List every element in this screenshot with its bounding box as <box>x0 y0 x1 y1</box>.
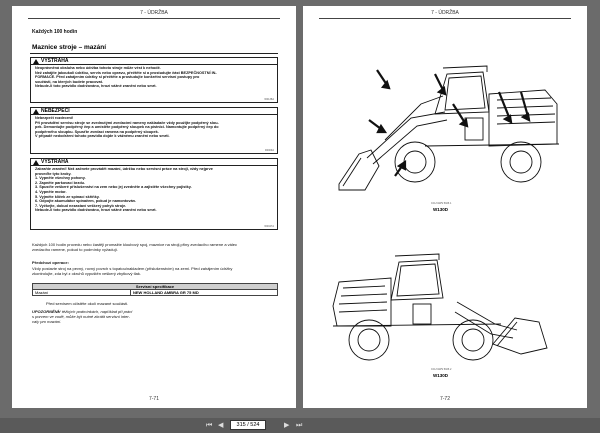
figure-label: W130D <box>433 207 449 212</box>
notice-line: valy pro mazání. <box>32 319 62 324</box>
heading-rule <box>30 53 278 54</box>
warning-box-2 <box>30 158 278 230</box>
warning-line: Nebude-li toto pravidlo dodržováno, hrozí vážné zranění nebo smrt. <box>35 208 157 213</box>
pdf-toolbar <box>0 418 600 433</box>
warning-triangle-icon <box>33 160 39 165</box>
warning-step: 5. Vyjměte klíček ze spínací skříňky. <box>35 194 100 199</box>
page-counter-text: 315 / 524 <box>236 422 260 428</box>
prep-line: Vždy postavte stroj na pevný, rovný povrch s topatou/nakladem (příslušenstvím) na zemi. Před zahájením údržby <box>32 266 233 271</box>
page-number: 7-71 <box>148 396 159 402</box>
danger-triangle-icon <box>33 109 39 114</box>
last-page-icon[interactable]: ⏭ <box>296 422 303 429</box>
prep-paragraph <box>32 266 282 276</box>
loader-illustration-2 <box>325 226 565 368</box>
intro-paragraph <box>32 242 282 252</box>
notice-line: V těžkých podmínkách, například při práci <box>58 309 133 314</box>
warning-triangle-icon <box>33 59 39 64</box>
first-page-icon[interactable]: ⏮ <box>206 422 213 429</box>
warning-step: 3. Spusťte veškeré příslušenství na zem nebo jej zvedněte a zajistěte všechny pojistky. <box>35 185 192 190</box>
page-number: 7-72 <box>439 396 450 402</box>
left-page <box>12 6 296 408</box>
notice-line: s porvem ve vodě, může být nutné zkrátit servisní inter- <box>32 314 130 319</box>
warning-line: součásti, na kterých budete pracovat. <box>35 79 103 84</box>
notice-text <box>32 309 182 324</box>
header-rule <box>28 18 280 19</box>
warning-line: FORMACE. Před zahájením údržby si přečtěte a prostudujte konkrétní servisní postupy pro <box>35 75 200 80</box>
danger-title: NEBEZPEČÍ <box>41 108 70 114</box>
notice-label: UPOZORNĚNÍ: <box>32 309 60 314</box>
page-number-input[interactable] <box>230 420 266 430</box>
prep-line: zkontrolujte, zda byl z okruhů vypuštěn veškerý zbytkový tlak. <box>32 271 141 276</box>
page-header: 7 - ÚDRŽBA <box>140 10 168 16</box>
spec-value: NEW HOLLAND AMBRA GR 75 MD <box>131 290 278 296</box>
warning-step: 1. Vypněte všechny pohony. <box>35 176 86 181</box>
danger-line: podpěrného sloupku. Spusťte zvedací ramena na podpěrný sloupek. <box>35 129 159 134</box>
prep-title: Předchozí operace: <box>32 260 69 265</box>
danger-line: Nebezpečí rozdrcení! <box>35 116 74 120</box>
danger-line: V případě nedodržení tohoto pravidla dojde k vážnému zranění nebo smrti. <box>35 134 170 139</box>
warning-title: VÝSTRAHA <box>41 58 69 64</box>
danger-box <box>30 107 278 154</box>
right-page <box>303 6 587 408</box>
figure-code: CCL7AWS 5026 1 <box>431 202 452 205</box>
warning-step: 6. Odpojte akumulátor spínačem, pokud je namontován. <box>35 199 137 204</box>
warning-title: VÝSTRAHA <box>41 159 69 165</box>
warning-line: Zabraňte zranění! Než začnete provádět mazání, údržbu nebo servisní práce na stroji, vždy nejprve <box>35 167 213 171</box>
warning-step: 4. Vypněte motor. <box>35 189 67 194</box>
loader-illustration-1 <box>325 34 565 202</box>
next-page-icon[interactable]: ▶ <box>284 422 290 429</box>
warning-line: Nebude-li toto pravidlo dodržováno, hrozí vážné zranění nebo smrt. <box>35 84 157 89</box>
danger-code: D0009A <box>264 149 274 152</box>
figure-label: W130D <box>433 373 449 378</box>
warning-line: proveďte tyto kroky. <box>35 171 72 176</box>
header-rule <box>319 18 571 19</box>
danger-line: Při provádění servisu stroje se zvednutými zvedacími rameny nakladače vždy použijte podpěrný slou- <box>35 120 219 125</box>
intro-line: Každých 100 hodin provedu nebo častěji promažte kloubový spoj, maznice na stroji,přiny zvedacího ramene a válec <box>32 242 238 247</box>
page-header: 7 - ÚDRŽBA <box>431 10 459 16</box>
figure-code: CCL7AWS 5026 2 <box>431 368 452 371</box>
spec-table-header: Servisní specifikace <box>33 284 278 290</box>
warning-step: 2. Zapněte parkovací brzdu. <box>35 180 86 185</box>
section-heading: Maznice stroje – mazání <box>32 44 107 51</box>
warning-line: Neoprávněná obsluha nebo údržba tohoto stroje může vést k nehodě. <box>35 66 161 70</box>
warning-code: W0047A <box>264 225 274 228</box>
intro-line: zvedacího ramene, pokud to podmínky vyžadují. <box>32 247 118 252</box>
spec-label: Mazání <box>33 290 131 296</box>
warning-step: 7. Vyčkejte, dokud nezastaví veškerý pohyb stroje. <box>35 203 127 208</box>
warning-line: Než zahájíte jakoukoli údržbu, servis nebo opravu, přečtěte si a prostudujte část BEZPEČNOSTNÍ IN- <box>35 70 217 75</box>
spec-table <box>32 283 278 296</box>
warning-code: W0138A <box>264 98 274 101</box>
clean-note: Před servisem očistěte okolí mazané součásti. <box>46 301 129 306</box>
previous-page-icon[interactable]: ◀ <box>218 422 224 429</box>
warning-box-1 <box>30 57 278 103</box>
interval-title: Každých 100 hodin <box>32 29 78 35</box>
danger-line: pek. Demontujte podpěrný čep a umístěte podpěrný sloupek na pístnici. Namontujte podpěrný čep do <box>35 125 219 130</box>
